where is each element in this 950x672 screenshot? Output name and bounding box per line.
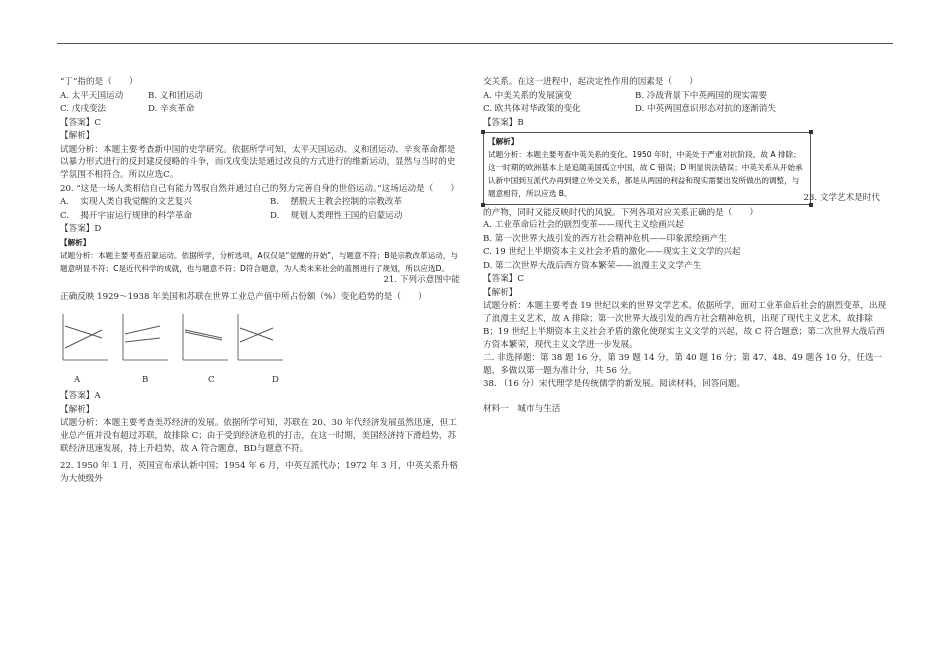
q21-letter-c: C: [208, 375, 215, 386]
q21-jiexi-label: 【解析】: [60, 404, 95, 415]
q20-options-row1: [60, 196, 460, 210]
q21-letter-b: B: [142, 375, 149, 386]
box-corner-marker: [809, 130, 813, 134]
q21-chart-d: [235, 308, 285, 368]
q21-chart-letters: [60, 374, 320, 388]
chart-b-line-2: [125, 338, 160, 342]
q20-options-row2: [60, 210, 460, 224]
q38-stem: 38. （16 分）宋代理学是传统儒学的新发展。阅读材料，回答问题。: [483, 378, 746, 389]
q22-stem-cont: 交关系。在这一进程中，起决定性作用的因素是（ ）: [483, 77, 698, 87]
chart-a-line-1: [65, 326, 102, 338]
q20-stem: 20. “这是一场人类相信自己有能力驾驭自然并通过自己的努力完善自身的世俗运动。”这场运动是（ ）: [60, 184, 460, 195]
q21-answer: 【答案】A: [60, 391, 101, 402]
q21-chart-b-svg: [120, 308, 170, 368]
q22-option-d: D. 中英两国意识形态对抗的逐渐消失: [635, 104, 776, 114]
q22-option-a: A. 中美关系的发展演变: [483, 90, 573, 101]
q22-answer: 【答案】B: [483, 117, 524, 128]
q21-chart-c: [180, 308, 230, 368]
q20-option-c: C. 揭开宇宙运行规律的科学革命: [60, 210, 193, 221]
q19-options-row2: [60, 103, 460, 117]
right-column: [483, 76, 888, 417]
chart-c-line-1: [185, 330, 222, 338]
q21-stem-head: 21. 下列示意图中能: [383, 274, 460, 285]
q21-chart-d-svg: [235, 308, 285, 368]
q23-stem: 的产物，同时又能反映时代的风貌。下列各项对应关系正确的是（ ）: [483, 207, 759, 218]
q20-answer: 【答案】D: [60, 224, 102, 235]
q21-letter-a: A: [74, 375, 81, 386]
q21-charts: [60, 308, 460, 390]
q22-option-c: C. 欧共体对华政策的变化: [483, 104, 581, 114]
q20-option-a: A. 实现人类自我觉醒的文艺复兴: [60, 197, 192, 208]
q21-letter-d: D: [272, 375, 279, 386]
q22-options-row1: [483, 90, 888, 104]
q22-options-row2: [483, 103, 888, 117]
header-rule: [57, 43, 893, 44]
chart-b-line-1: [125, 326, 160, 334]
q23-answer: 【答案】C: [483, 274, 524, 285]
q22-jiexi-label: 【解析】: [488, 137, 519, 146]
q22-analysis: 试题分析：本题主要考查中英关系的变化。1950 年时，中美处于严重对抗阶段，故 A 排除；这一时期的欧洲基本上是追随美国孤立中国，故 C 错误；D 明显说法错误；中英关系从开始承认新中国到互派代办再到建立外交关系，都是从两国的利益和现实需要出发所做出的调整，与题意相符，所以应选 B。: [488, 149, 803, 198]
q23-option-b: B. 第一次世界大战引发的西方社会精神危机——印象派绘画产生: [483, 233, 727, 244]
q21-analysis: 试题分析：本题主要考查美苏经济的发展。依据所学可知，苏联在 20、30 年代经济发展虽然迅速，但工业总产值并没有超过苏联，故排除 C；由于受到经济危机的打击，在这一时期，美国经济持下滑趋势，苏联经济迅速发展，持上升趋势，故 A 符合题意，BD与题意不符。: [60, 418, 457, 455]
q19-option-a: A. 太平天国运动: [60, 90, 124, 101]
box-corner-marker: [481, 130, 485, 134]
q23-stem-head: 23. 文学艺术是时代: [803, 192, 880, 203]
q22-stem: 22. 1950 年 1 月，英国宣布承认新中国；1954 年 6 月，中英互派代办；1972 年 3 月，中英关系升格为大使级外: [60, 460, 458, 484]
q20-option-d: D. 规划人类理性王国的启蒙运动: [270, 210, 403, 221]
q19-jiexi-label: 【解析】: [60, 131, 95, 141]
chart-c-line-2: [185, 332, 222, 340]
q19-option-c: C. 戊戌变法: [60, 104, 107, 114]
q21-chart-b: [120, 308, 170, 368]
q22-option-b: B. 冷战背景下中英两国的现实需要: [635, 90, 768, 101]
q19-option-d: D. 辛亥革命: [148, 104, 195, 114]
section-two-heading: 二. 非选择题：第 38 题 16 分，第 39 题 14 分，第 40 题 16 分；第 47、48、49 题各 10 分，任选一题，多做以第一题为准计分，共 56 分。: [483, 352, 883, 376]
q20-analysis: 试题分析：本题主要考查启蒙运动。依据所学，分析选项，A仅仅是“觉醒的开始”，与题意不符；B是宗教改革运动，与题意明显不符；C是近代科学的成就，也与题意不符；D符合题意，为人类未来社会的蓝图进行了规划，所以应选D。: [60, 251, 458, 273]
q23-jiexi-label: 【解析】: [483, 287, 518, 298]
q23-analysis: 试题分析：本题主要考查 19 世纪以来的世界文学艺术。依据所学，面对工业革命后社会的剧烈变革，出现了浪漫主义艺术，故 A 排除；第一次世界大战引发的西方社会精神危机，出现了现代主义艺术，故排除 B；19 世纪上半期资本主义社会矛盾的激化使现实主义文学的兴起，故 C 符合题意；第二次世界大战后西方资本繁荣，现代主义文学进一步发展。: [483, 301, 887, 351]
q22-analysis-box: [483, 132, 880, 205]
q23-option-c: C. 19 世纪上半期资本主义社会矛盾的激化——现实主义文学的兴起: [483, 247, 741, 258]
q21-chart-c-svg: [180, 308, 230, 368]
q23-option-d: D. 第二次世界大战后西方资本繁荣——浪漫主义文学产生: [483, 260, 702, 271]
material-one-title: 材料一 城市与生活: [483, 404, 561, 415]
q20-option-b: B. 摆脱天主教会控制的宗教改革: [270, 197, 403, 208]
chart-a-line-2: [65, 330, 102, 348]
q21-chart-a-svg: [60, 308, 110, 368]
q19-options-row1: [60, 90, 460, 104]
q19-answer: 【答案】C: [60, 117, 101, 128]
q21-stem: 正确反映 1929～1938 年美国和苏联在世界工业总产值中所占份额（%）变化趋势的是（ ）: [60, 292, 427, 303]
q19-option-b: B. 义和团运动: [148, 90, 203, 101]
q21-chart-a: [60, 308, 110, 368]
left-column: [60, 76, 460, 486]
q19-analysis: 试题分析：本题主要考查新中国的史学研究。依据所学可知，太平天国运动、义和团运动、辛亥革命都是以暴力形式进行的反封建反侵略的斗争，而戊戌变法是通过改良的方式进行的维新运动，显然与当时的史学氛围不相符合。所以应选C。: [60, 144, 456, 181]
q23-option-a: A. 工业革命后社会的剧烈变革——现代主义绘画兴起: [483, 220, 684, 231]
q20-jiexi-label: 【解析】: [60, 237, 91, 247]
q19-stem: “丁”指的是（ ）: [60, 77, 138, 87]
box-corner-marker: [481, 203, 485, 207]
